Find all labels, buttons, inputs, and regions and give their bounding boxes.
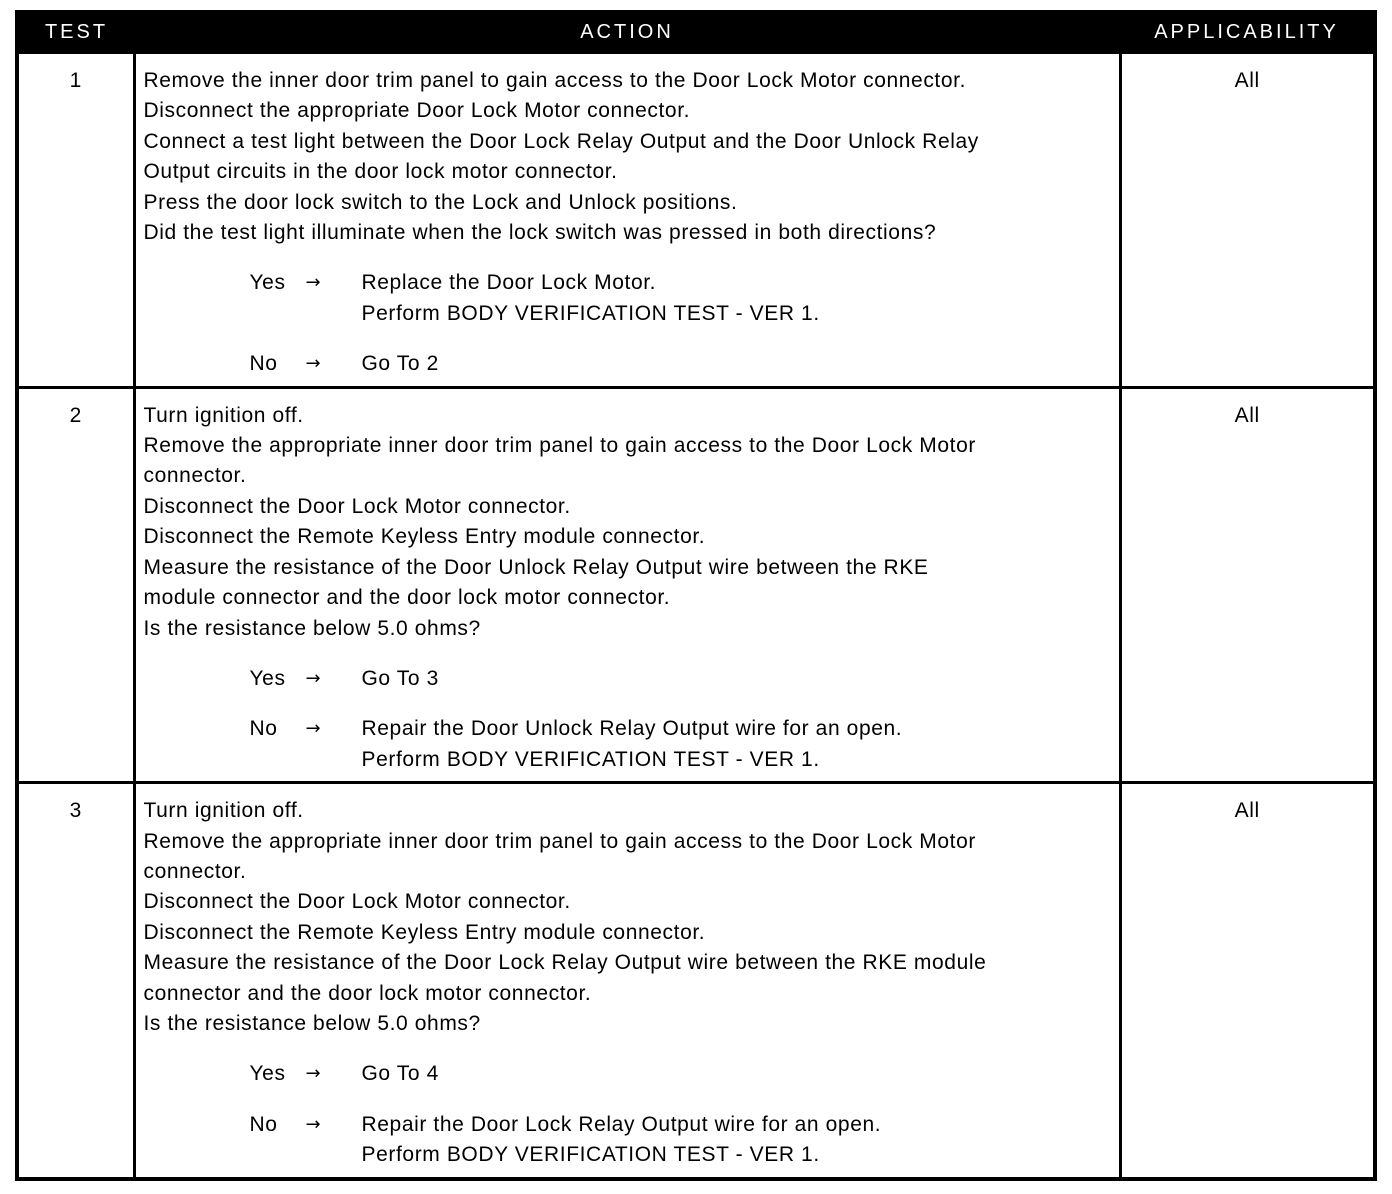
action-cell	[134, 783, 1120, 1179]
yes-outcome	[250, 664, 1113, 694]
result-line: Go To 4	[361, 1062, 439, 1086]
test-number: 2	[17, 387, 134, 782]
test-number: 3	[17, 783, 134, 1179]
action-step: Remove the inner door trim panel to gain access to the Door Lock Motor connector.	[143, 69, 967, 92]
no-outcome	[250, 349, 1113, 379]
action-step: Turn ignition off.	[143, 799, 304, 823]
table-row	[17, 53, 1375, 388]
action-step: connector and the door lock motor connector.	[143, 981, 592, 1005]
no-label: No	[249, 352, 278, 376]
action-step: Output circuits in the door lock motor connector.	[143, 160, 618, 184]
no-result	[362, 349, 1113, 379]
yes-result	[362, 664, 1113, 694]
no-outcome	[250, 714, 1113, 775]
action-step: Press the door lock switch to the Lock and Unlock positions.	[143, 190, 738, 214]
right-arrow-icon: →	[305, 1113, 322, 1135]
yes-label: Yes	[249, 666, 286, 690]
yes-label: Yes	[249, 1062, 286, 1086]
result-line: Repair the Door Unlock Relay Output wire for an open.	[361, 717, 903, 741]
action-step: Remove the appropriate inner door trim panel to gain access to the Door Lock Motor	[143, 829, 976, 853]
action-step: Disconnect the Remote Keyless Entry module connector.	[143, 920, 706, 944]
yes-outcome	[250, 1059, 1113, 1089]
no-result	[362, 1110, 1113, 1171]
action-step: connector.	[143, 464, 247, 488]
action-step: Turn ignition off.	[143, 403, 304, 427]
right-arrow-icon: →	[305, 272, 322, 294]
right-arrow-icon: →	[305, 718, 322, 740]
action-step: module connector and the door lock motor connector.	[143, 586, 671, 610]
header-test: TEST	[17, 12, 134, 53]
no-outcome	[250, 1110, 1113, 1171]
table-body	[17, 53, 1375, 1179]
header-applicability: APPLICABILITY	[1120, 12, 1375, 53]
action-cell	[134, 387, 1120, 782]
test-number: 1	[17, 53, 134, 388]
table-header	[17, 12, 1375, 53]
action-step: Is the resistance below 5.0 ohms?	[143, 1011, 481, 1035]
action-step: Disconnect the Remote Keyless Entry module connector.	[143, 525, 706, 549]
yes-outcome	[250, 268, 1113, 329]
action-step: Remove the appropriate inner door trim panel to gain access to the Door Lock Motor	[143, 434, 976, 458]
action-step: connector.	[143, 859, 247, 883]
right-arrow-icon: →	[305, 667, 322, 689]
yes-result	[362, 268, 1113, 329]
right-arrow-icon: →	[305, 353, 322, 375]
table-row	[17, 387, 1375, 782]
action-step: Is the resistance below 5.0 ohms?	[143, 616, 481, 640]
result-line: Replace the Door Lock Motor.	[361, 271, 657, 295]
action-step: Did the test light illuminate when the lock switch was pressed in both directions?	[143, 221, 937, 245]
applicability-value: All	[1120, 387, 1375, 782]
no-result	[362, 714, 1113, 775]
result-line: Perform BODY VERIFICATION TEST - VER 1.	[361, 301, 820, 325]
action-step: Measure the resistance of the Door Lock Relay Output wire between the RKE module	[143, 951, 987, 975]
result-line: Perform BODY VERIFICATION TEST - VER 1.	[361, 747, 820, 771]
diagnostic-test-table	[15, 10, 1377, 1181]
action-step: Disconnect the Door Lock Motor connector.	[143, 494, 571, 518]
result-line: Go To 2	[361, 352, 439, 376]
action-step: Measure the resistance of the Door Unlock Relay Output wire between the RKE	[143, 555, 929, 579]
yes-label: Yes	[249, 271, 286, 295]
header-row	[17, 12, 1375, 53]
applicability-value: All	[1120, 783, 1375, 1179]
no-label: No	[249, 717, 278, 741]
no-label: No	[249, 1112, 278, 1136]
yes-result	[362, 1059, 1113, 1089]
result-line: Perform BODY VERIFICATION TEST - VER 1.	[361, 1143, 820, 1167]
result-line: Repair the Door Lock Relay Output wire for an open.	[361, 1112, 882, 1136]
header-action: ACTION	[134, 12, 1120, 53]
action-step: Connect a test light between the Door Lock Relay Output and the Door Unlock Relay	[143, 129, 979, 153]
action-step: Disconnect the Door Lock Motor connector.	[143, 890, 571, 914]
result-line: Go To 3	[361, 666, 439, 690]
right-arrow-icon: →	[305, 1063, 322, 1085]
action-step: Disconnect the appropriate Door Lock Motor connector.	[143, 99, 691, 123]
applicability-value: All	[1120, 53, 1375, 388]
table-row	[17, 783, 1375, 1179]
action-cell	[134, 53, 1120, 388]
